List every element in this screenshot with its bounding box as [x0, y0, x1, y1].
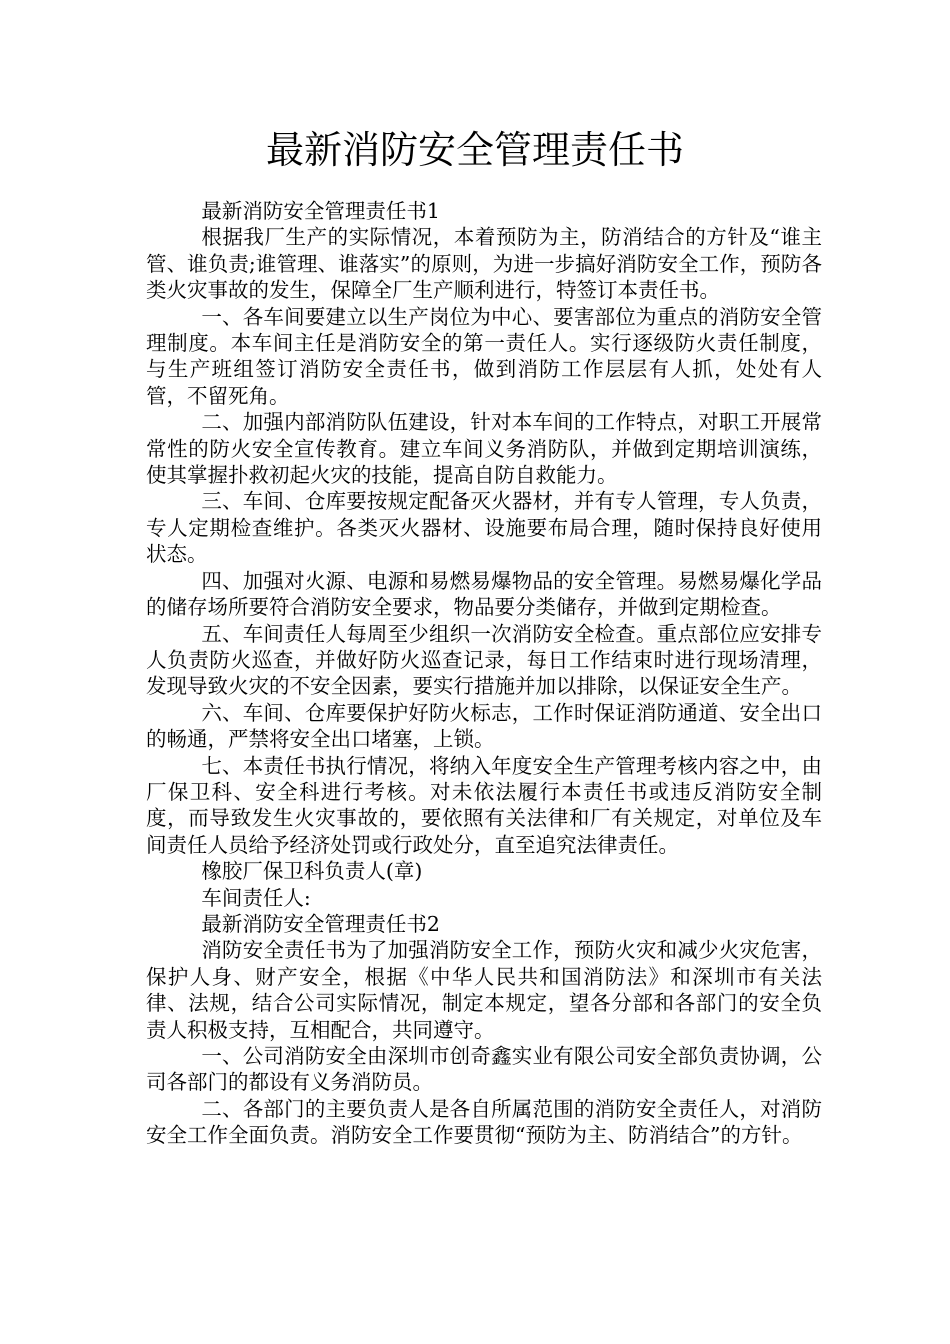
paragraph: 消防安全责任书为了加强消防安全工作，预防火灾和减少火灾危害，保护人身、财产安全，根据《中华人民共和国消防法》和深圳市有关法律、法规，结合公司实际情况，制定本规定，望各分部和各部门的安全负责人积极支持，互相配合，共同遵守。 [146, 938, 822, 1042]
signature-line-security: 橡胶厂保卫科负责人(章) [201, 859, 423, 884]
paragraph: 一、公司消防安全由深圳市创奇鑫实业有限公司安全部负责协调，公司各部门的都设有义务消防员。 [146, 1044, 822, 1095]
document-title: 最新消防安全管理责任书 [265, 128, 684, 172]
paragraph: 三、车间、仓库要按规定配备灭火器材，并有专人管理，专人负责，专人定期检查维护。各类灭火器材、设施要布局合理，随时保持良好使用状态。 [146, 489, 822, 567]
signature-line-workshop: 车间责任人: [201, 885, 311, 910]
paragraph: 四、加强对火源、电源和易燃易爆物品的安全管理。易燃易爆化学品的储存场所要符合消防安全要求，物品要分类储存，并做到定期检查。 [146, 568, 822, 620]
paragraph: 根据我厂生产的实际情况，本着预防为主，防消结合的方针及“谁主管、谁负责;谁管理、谁落实”的原则，为进一步搞好消防安全工作，预防各类火灾事故的发生，保障全厂生产顺利进行，特签订本责任书。 [146, 225, 822, 303]
section-heading-2: 最新消防安全管理责任书2 [201, 911, 440, 936]
paragraph: 六、车间、仓库要保护好防火标志，工作时保证消防通道、安全出口的畅通，严禁将安全出口堵塞，上锁。 [146, 700, 822, 752]
paragraph: 五、车间责任人每周至少组织一次消防安全检查。重点部位应安排专人负责防火巡查，并做好防火巡查记录，每日工作结束时进行现场清理，发现导致火灾的不安全因素，要实行措施并加以排除，以保证安全生产。 [146, 621, 822, 699]
document-body [146, 198, 822, 1149]
paragraph: 七、本责任书执行情况，将纳入年度安全生产管理考核内容之中，由厂保卫科、安全科进行考核。对未依法履行本责任书或违反消防安全制度，而导致发生火灾事故的，要依照有关法律和厂有关规定，对单位及车间责任人员给予经济处罚或行政处分，直至追究法律责任。 [146, 753, 822, 857]
paragraph: 二、加强内部消防队伍建设，针对本车间的工作特点，对职工开展常常性的防火安全宣传教育。建立车间义务消防队，并做到定期培训演练，使其掌握扑救初起火灾的技能，提高自防自救能力。 [146, 410, 822, 488]
section-heading-1: 最新消防安全管理责任书1 [201, 199, 440, 223]
paragraph: 二、各部门的主要负责人是各自所属范围的消防安全责任人，对消防安全工作全面负责。消防安全工作要贯彻“预防为主、防消结合”的方针。 [146, 1096, 822, 1148]
paragraph: 一、各车间要建立以生产岗位为中心、要害部位为重点的消防安全管理制度。本车间主任是消防安全的第一责任人。实行逐级防火责任制度，与生产班组签订消防安全责任书，做到消防工作层层有人抓，处处有人管，不留死角。 [146, 304, 822, 408]
